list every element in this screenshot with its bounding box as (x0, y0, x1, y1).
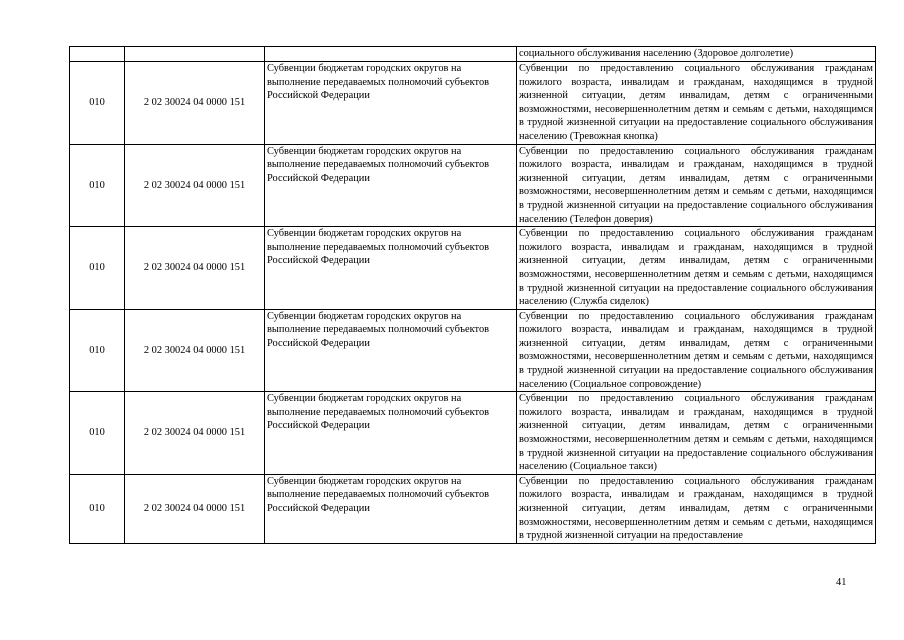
income-name-cell: Субвенции бюджетам городских округов на выполнение передаваемых полномочий субъектов Российской Федерации (265, 144, 517, 227)
purpose-cell: Субвенции по предоставлению социального обслуживания гражданам пожилого возраста, инвалидам и гражданам, находящимся в трудной жизненной ситуации, детям инвалидам, детям с ограниченными возможностями, несовершеннолетним детям и семьям с детьми, находящимся в трудной жизненной ситуации на предоставление социального обслуживания населению (Телефон доверия) (517, 144, 876, 227)
page-number: 41 (836, 577, 847, 588)
income-name-cell: Субвенции бюджетам городских округов на выполнение передаваемых полномочий субъектов Российской Федерации (265, 62, 517, 145)
purpose-cell: Субвенции по предоставлению социального обслуживания гражданам пожилого возраста, инвалидам и гражданам, находящимся в трудной жизненной ситуации, детям инвалидам, детям с ограниченными возможностями, несовершеннолетним детям и семьям с детьми, находящимся в трудной жизненной ситуации на предоставление социального обслуживания населению (Тревожная кнопка) (517, 62, 876, 145)
income-name-cell: Субвенции бюджетам городских округов на выполнение передаваемых полномочий субъектов Российской Федерации (265, 227, 517, 310)
budget-code-cell: 2 02 30024 04 0000 151 (125, 392, 265, 475)
budget-code-cell: 2 02 30024 04 0000 151 (125, 227, 265, 310)
income-name-cell: Субвенции бюджетам городских округов на выполнение передаваемых полномочий субъектов Российской Федерации (265, 309, 517, 392)
table-row (70, 474, 876, 543)
admin-code-cell: 010 (70, 62, 125, 145)
table-row (70, 62, 876, 145)
admin-code-cell: 010 (70, 392, 125, 475)
purpose-cell: Субвенции по предоставлению социального обслуживания гражданам пожилого возраста, инвалидам и гражданам, находящимся в трудной жизненной ситуации, детям инвалидам, детям с ограниченными возможностями, несовершеннолетним детям и семьям с детьми, находящимся в трудной жизненной ситуации на предоставление социального обслуживания населению (Служба сиделок) (517, 227, 876, 310)
table-row (70, 227, 876, 310)
purpose-cell: социального обслуживания населению (Здоровое долголетие) (517, 47, 876, 62)
admin-code-cell: 010 (70, 227, 125, 310)
purpose-cell: Субвенции по предоставлению социального обслуживания гражданам пожилого возраста, инвалидам и гражданам, находящимся в трудной жизненной ситуации, детям инвалидам, детям с ограниченными возможностями, несовершеннолетним детям и семьям с детьми, находящимся в трудной жизненной ситуации на предоставление социального обслуживания населению (Социальное такси) (517, 392, 876, 475)
subventions-table (69, 46, 876, 544)
budget-code-cell (125, 47, 265, 62)
purpose-cell: Субвенции по предоставлению социального обслуживания гражданам пожилого возраста, инвалидам и гражданам, находящимся в трудной жизненной ситуации, детям инвалидам, детям с ограниченными возможностями, несовершеннолетним детям и семьям с детьми, находящимся в трудной жизненной ситуации на предоставление социального обслуживания населению (Социальное сопровождение) (517, 309, 876, 392)
admin-code-cell: 010 (70, 474, 125, 543)
admin-code-cell (70, 47, 125, 62)
income-name-cell: Субвенции бюджетам городских округов на выполнение передаваемых полномочий субъектов Российской Федерации (265, 392, 517, 475)
admin-code-cell: 010 (70, 144, 125, 227)
income-name-cell (265, 47, 517, 62)
table-row (70, 309, 876, 392)
table-row (70, 392, 876, 475)
admin-code-cell: 010 (70, 309, 125, 392)
budget-code-cell: 2 02 30024 04 0000 151 (125, 144, 265, 227)
table-row (70, 144, 876, 227)
budget-code-cell: 2 02 30024 04 0000 151 (125, 474, 265, 543)
income-name-cell: Субвенции бюджетам городских округов на выполнение передаваемых полномочий субъектов Российской Федерации (265, 474, 517, 543)
budget-code-cell: 2 02 30024 04 0000 151 (125, 309, 265, 392)
budget-code-cell: 2 02 30024 04 0000 151 (125, 62, 265, 145)
purpose-cell: Субвенции по предоставлению социального обслуживания гражданам пожилого возраста, инвалидам и гражданам, находящимся в трудной жизненной ситуации, детям инвалидам, детям с ограниченными возможностями, несовершеннолетним детям и семьям с детьми, находящимся в трудной жизненной ситуации на предоставление (517, 474, 876, 543)
table-row (70, 47, 876, 62)
